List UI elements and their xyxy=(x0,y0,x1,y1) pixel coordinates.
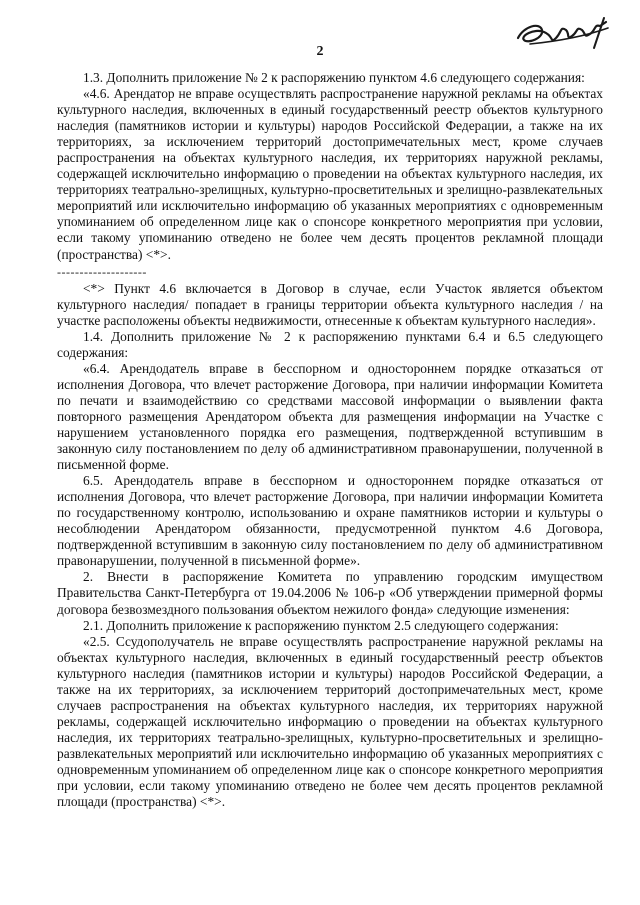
paragraph-4-6: «4.6. Арендатор не вправе осуществлять распространение наружной рекламы на объектах культурного наследия, включенных в единый государственный реестр объектов культурного наследия (памятников истории и культуры) народов Российской Федерации, а также на их территориях, за исключением территорий достопримечательных мест, кроме случаев распространения на объектах культурного наследия, их территориях наружной рекламы, содержащей исключительно информацию о проведении на объектах культурного наследия, их территориях театрально-зрелищных, культурно-просветительных и зрелищно-развлекательных мероприятий или исключительно информацию об указанных мероприятиях с одновременным упоминанием об определенном лице как о спонсоре конкретного мероприятия при условии, если такому упоминанию отведено не более чем десять процентов рекламной площади (пространства) <*>. xyxy=(57,86,603,262)
paragraph-2-1: 2.1. Дополнить приложение к распоряжению пунктом 2.5 следующего содержания: xyxy=(83,617,559,633)
footnote-paragraph: <*> Пункт 4.6 включается в Договор в случае, если Участок является объектом культурного наследия/ попадает в границы территории объекта культурного наследия / на участке расположены объекты недвижимости, отнесенные к объектам культурного наследия». xyxy=(57,280,603,328)
footnote-separator: -------------------- xyxy=(57,264,147,279)
page-number: 2 xyxy=(316,44,324,59)
paragraph-1-3: 1.3. Дополнить приложение № 2 к распоряжению пунктом 4.6 следующего содержания: xyxy=(83,70,585,85)
paragraph-2-5: «2.5. Ссудополучатель не вправе осуществлять распространение наружной рекламы на объектах культурного наследия, включенных в единый государственный реестр объектов культурного наследия (памятников истории и культуры) народов Российской Федерации, а также на их территориях, за исключением территорий достопримечательных мест, кроме случаев распространения на объектах культурного наследия, их территориях наружной рекламы, содержащей исключительно информацию о проведении на объектах культурного наследия, их территориях театрально-зрелищных, культурно-просветительных и зрелищно-развлекательных мероприятий или исключительно информацию об указанных мероприятиях с одновременным упоминанием об определенном лице как о спонсоре конкретного мероприятия при условии, если такому упоминанию отведено не более чем десять процентов рекламной площади (пространства) <*>. xyxy=(57,633,603,810)
paragraph-1-4: 1.4. Дополнить приложение № 2 к распоряжению пунктами 6.4 и 6.5 следующего содержания: xyxy=(57,328,603,360)
paragraph-6-5: 6.5. Арендодатель вправе в бесспорном и одностороннем порядке отказаться от исполнения Договора, что влечет расторжение Договора, при наличии информации Комитета по государственному контролю, использованию и охране памятников истории и культуры о несоблюдении Арендатором обязанности, предусмотренной пунктом 4.6 Договора, подтвержденной вступившим в законную силу постановлением по делу об административном правонарушении, полученной в письменной форме». xyxy=(57,473,603,569)
paragraph-6-4: «6.4. Арендодатель вправе в бесспорном и одностороннем порядке отказаться от исполнения Договора, что влечет расторжение Договора, при наличии информации Комитета по печати и взаимодействию со средствами массовой информации о выявлении факта повторного размещения Арендатором объекта для размещения информации на Участке с нарушением установленного порядка его размещения, подтвержденной вступившим в законную силу постановлением по делу об административном правонарушении, полученной в письменной форме. xyxy=(57,360,603,473)
paragraph-2: 2. Внести в распоряжение Комитета по управлению городским имуществом Правительства Санкт-Петербурга от 19.04.2006 № 106-р «Об утверждении примерной формы договора безвозмездного пользования объектом нежилого фонда» следующие изменения: xyxy=(57,569,603,617)
document-body xyxy=(57,70,603,810)
